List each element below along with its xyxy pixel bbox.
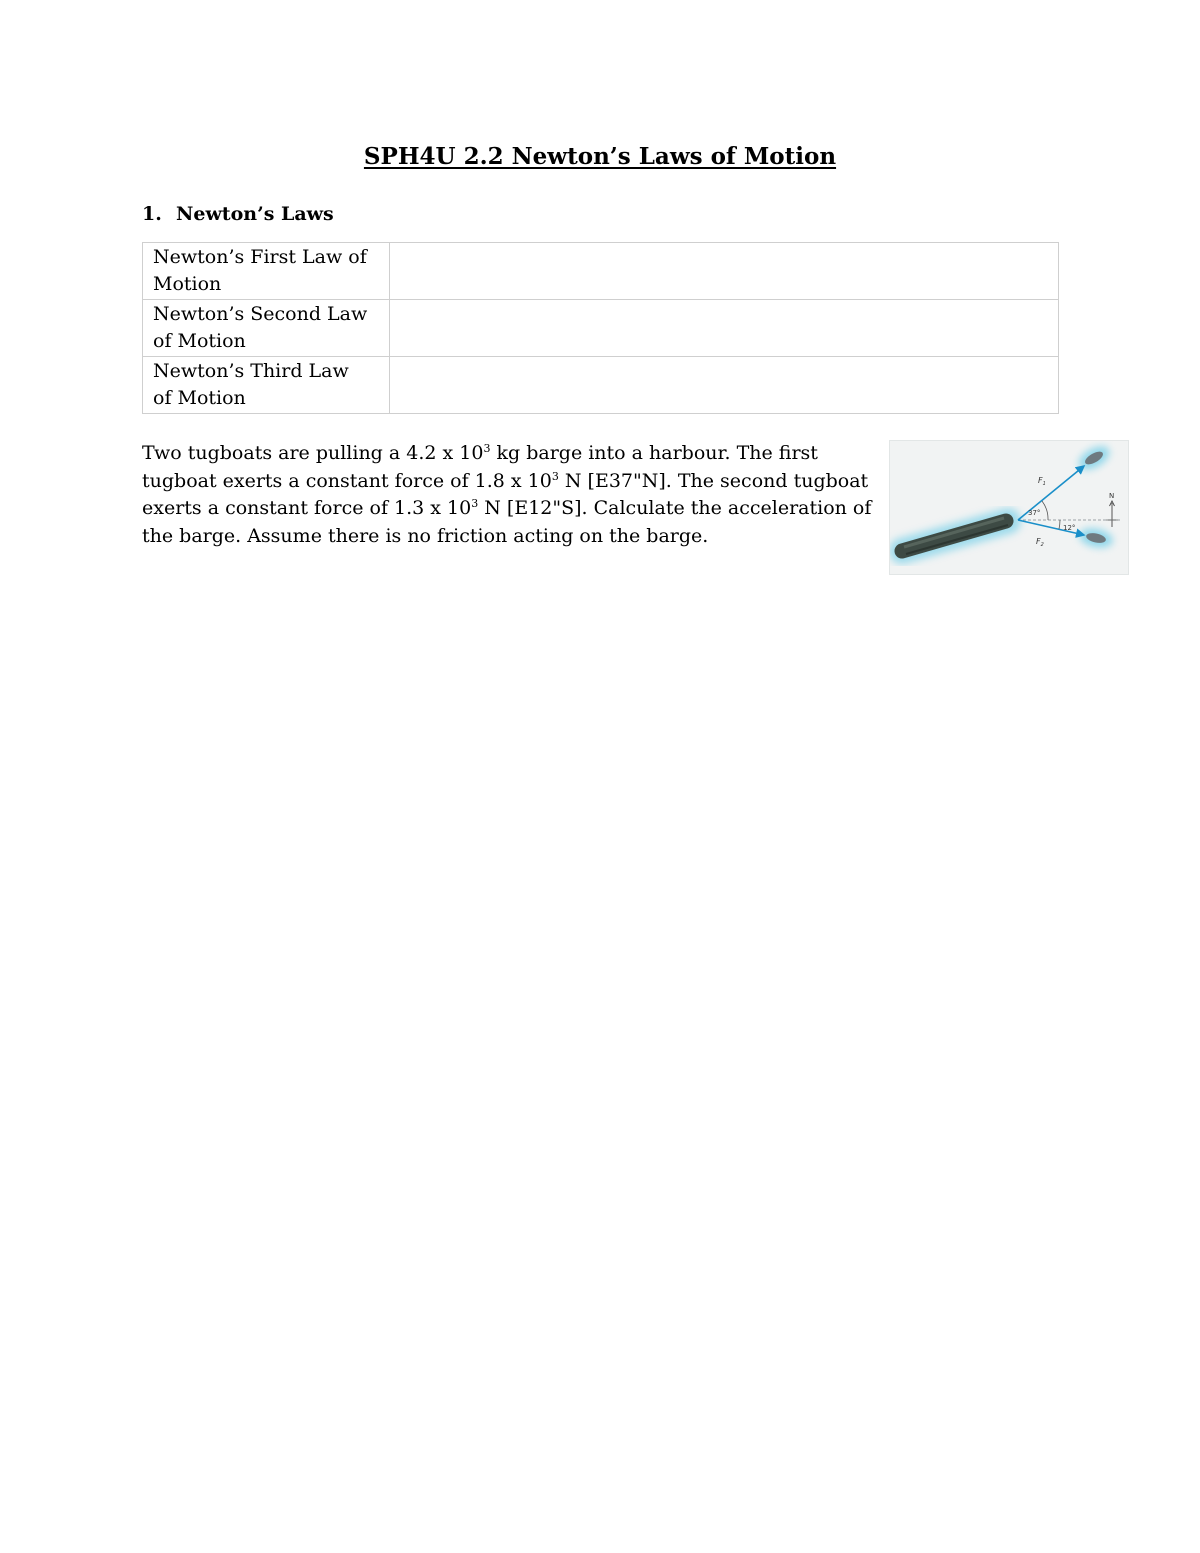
- problem-text: N [E12"S]. Calculate the acceleration of the barge. Assume there is no friction acting on the barge.: [142, 497, 872, 547]
- north-label: N: [1109, 492, 1115, 500]
- angle-arc-37: [1042, 501, 1048, 520]
- label-f2: $F_2$: [1036, 537, 1044, 548]
- tugboat-diagram: [890, 441, 1128, 574]
- table-row: [143, 357, 1059, 414]
- table-row: [143, 243, 1059, 300]
- section-heading: [142, 203, 334, 225]
- problem-text: kg barge into a harbour. The first tugboat exerts a constant force of 1.8 x 10: [142, 442, 818, 492]
- section-number: 1.: [142, 203, 162, 225]
- newtons-laws-table: [142, 242, 1059, 414]
- law-label-line: Newton’s Second Law: [153, 303, 368, 325]
- angle-arc-12: [1059, 520, 1060, 529]
- exponent: 3: [471, 497, 479, 510]
- law-label-line: of Motion: [153, 387, 246, 409]
- law-label-third: [143, 357, 390, 414]
- exponent: 3: [483, 442, 491, 455]
- law-answer-cell-first[interactable]: [390, 243, 1059, 300]
- law-label-line: Newton’s Third Law: [153, 360, 349, 382]
- angle-label-37: 37°: [1028, 509, 1041, 517]
- north-arrow-icon: [1106, 501, 1118, 527]
- label-f1: $F_1$: [1038, 476, 1046, 487]
- tugboat-problem-text: [142, 440, 882, 550]
- law-label-first: [143, 243, 390, 300]
- angle-label-12: 12°: [1063, 524, 1076, 532]
- law-label-line: Motion: [153, 273, 222, 295]
- law-answer-cell-second[interactable]: [390, 300, 1059, 357]
- law-label-second: [143, 300, 390, 357]
- problem-text: Two tugboats are pulling a 4.2 x 10: [142, 442, 484, 464]
- section-heading-text: Newton’s Laws: [176, 203, 334, 225]
- tugboat-barge-figure: [889, 440, 1129, 575]
- law-label-line: of Motion: [153, 330, 246, 352]
- table-row: [143, 300, 1059, 357]
- law-label-line: Newton’s First Law of: [153, 246, 367, 268]
- page-title: SPH4U 2.2 Newton’s Laws of Motion: [363, 143, 837, 170]
- exponent: 3: [551, 469, 559, 483]
- problem-text: N [E37"N]. The second tugboat exerts a constant force of 1.3 x 10: [142, 469, 869, 519]
- law-answer-cell-third[interactable]: [390, 357, 1059, 414]
